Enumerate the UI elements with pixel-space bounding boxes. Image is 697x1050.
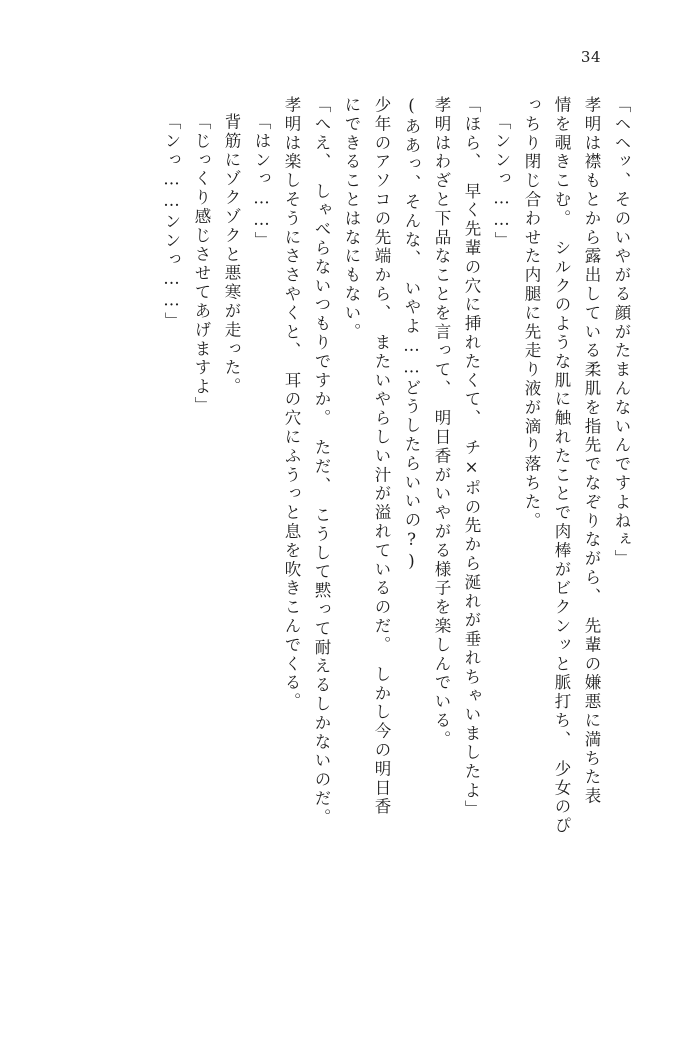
text-line: 情を覗きこむ。 シルクのような肌に触れたことで肉棒がビクンッと脈打ち、 少女のぴ [552, 96, 571, 836]
text-line: 「ンンっ……」 [492, 113, 511, 251]
text-line: にできることはなにもない。 [342, 96, 361, 342]
text-line: 少年のアソコの先端から、 またいやらしい汁が溢れているのだ。 しかし今の明日香 [372, 96, 391, 817]
text-line: 「はンっ……」 [252, 113, 271, 251]
text-line: 「じっくり感じさせてあげますよ」 [192, 113, 211, 416]
text-line: 背筋にゾクゾクと悪寒が走った。 [222, 113, 241, 397]
text-line: 孝明はわざと下品なことを言って、 明日香がいやがる様子を楽しんでいる。 [432, 96, 451, 750]
text-line: 孝明は襟もとから露出している柔肌を指先でなぞりながら、 先輩の嫌悪に満ちた表 [582, 96, 601, 806]
text-line: 「ンっ……ンンっ……」 [162, 113, 181, 331]
text-line: 「へえ、 しゃべらないつもりですか。 ただ、 こうして黙って耐えるしかないのだ。 [312, 96, 331, 828]
text-line: っちり閉じ合わせた内腿に先走り液が滴り落ちた。 [522, 96, 541, 531]
text-line: 「ヘヘッ、そのいやがる顔がたまんないんですよねぇ」 [612, 96, 631, 569]
text-line: (ああっ、そんな、 いやよ……どうしたらいいの?) [402, 96, 421, 573]
text-line: 「ほら、 早く先輩の穴に挿れたくて、 チ×ポの先から涎れが垂れちゃいましたよ」 [462, 96, 481, 820]
page-number: 34 [580, 48, 601, 66]
text-line: 孝明は楽しそうにささやくと、 耳の穴にふうっと息を吹きこんでくる。 [282, 96, 301, 712]
vertical-text-body [56, 96, 629, 976]
